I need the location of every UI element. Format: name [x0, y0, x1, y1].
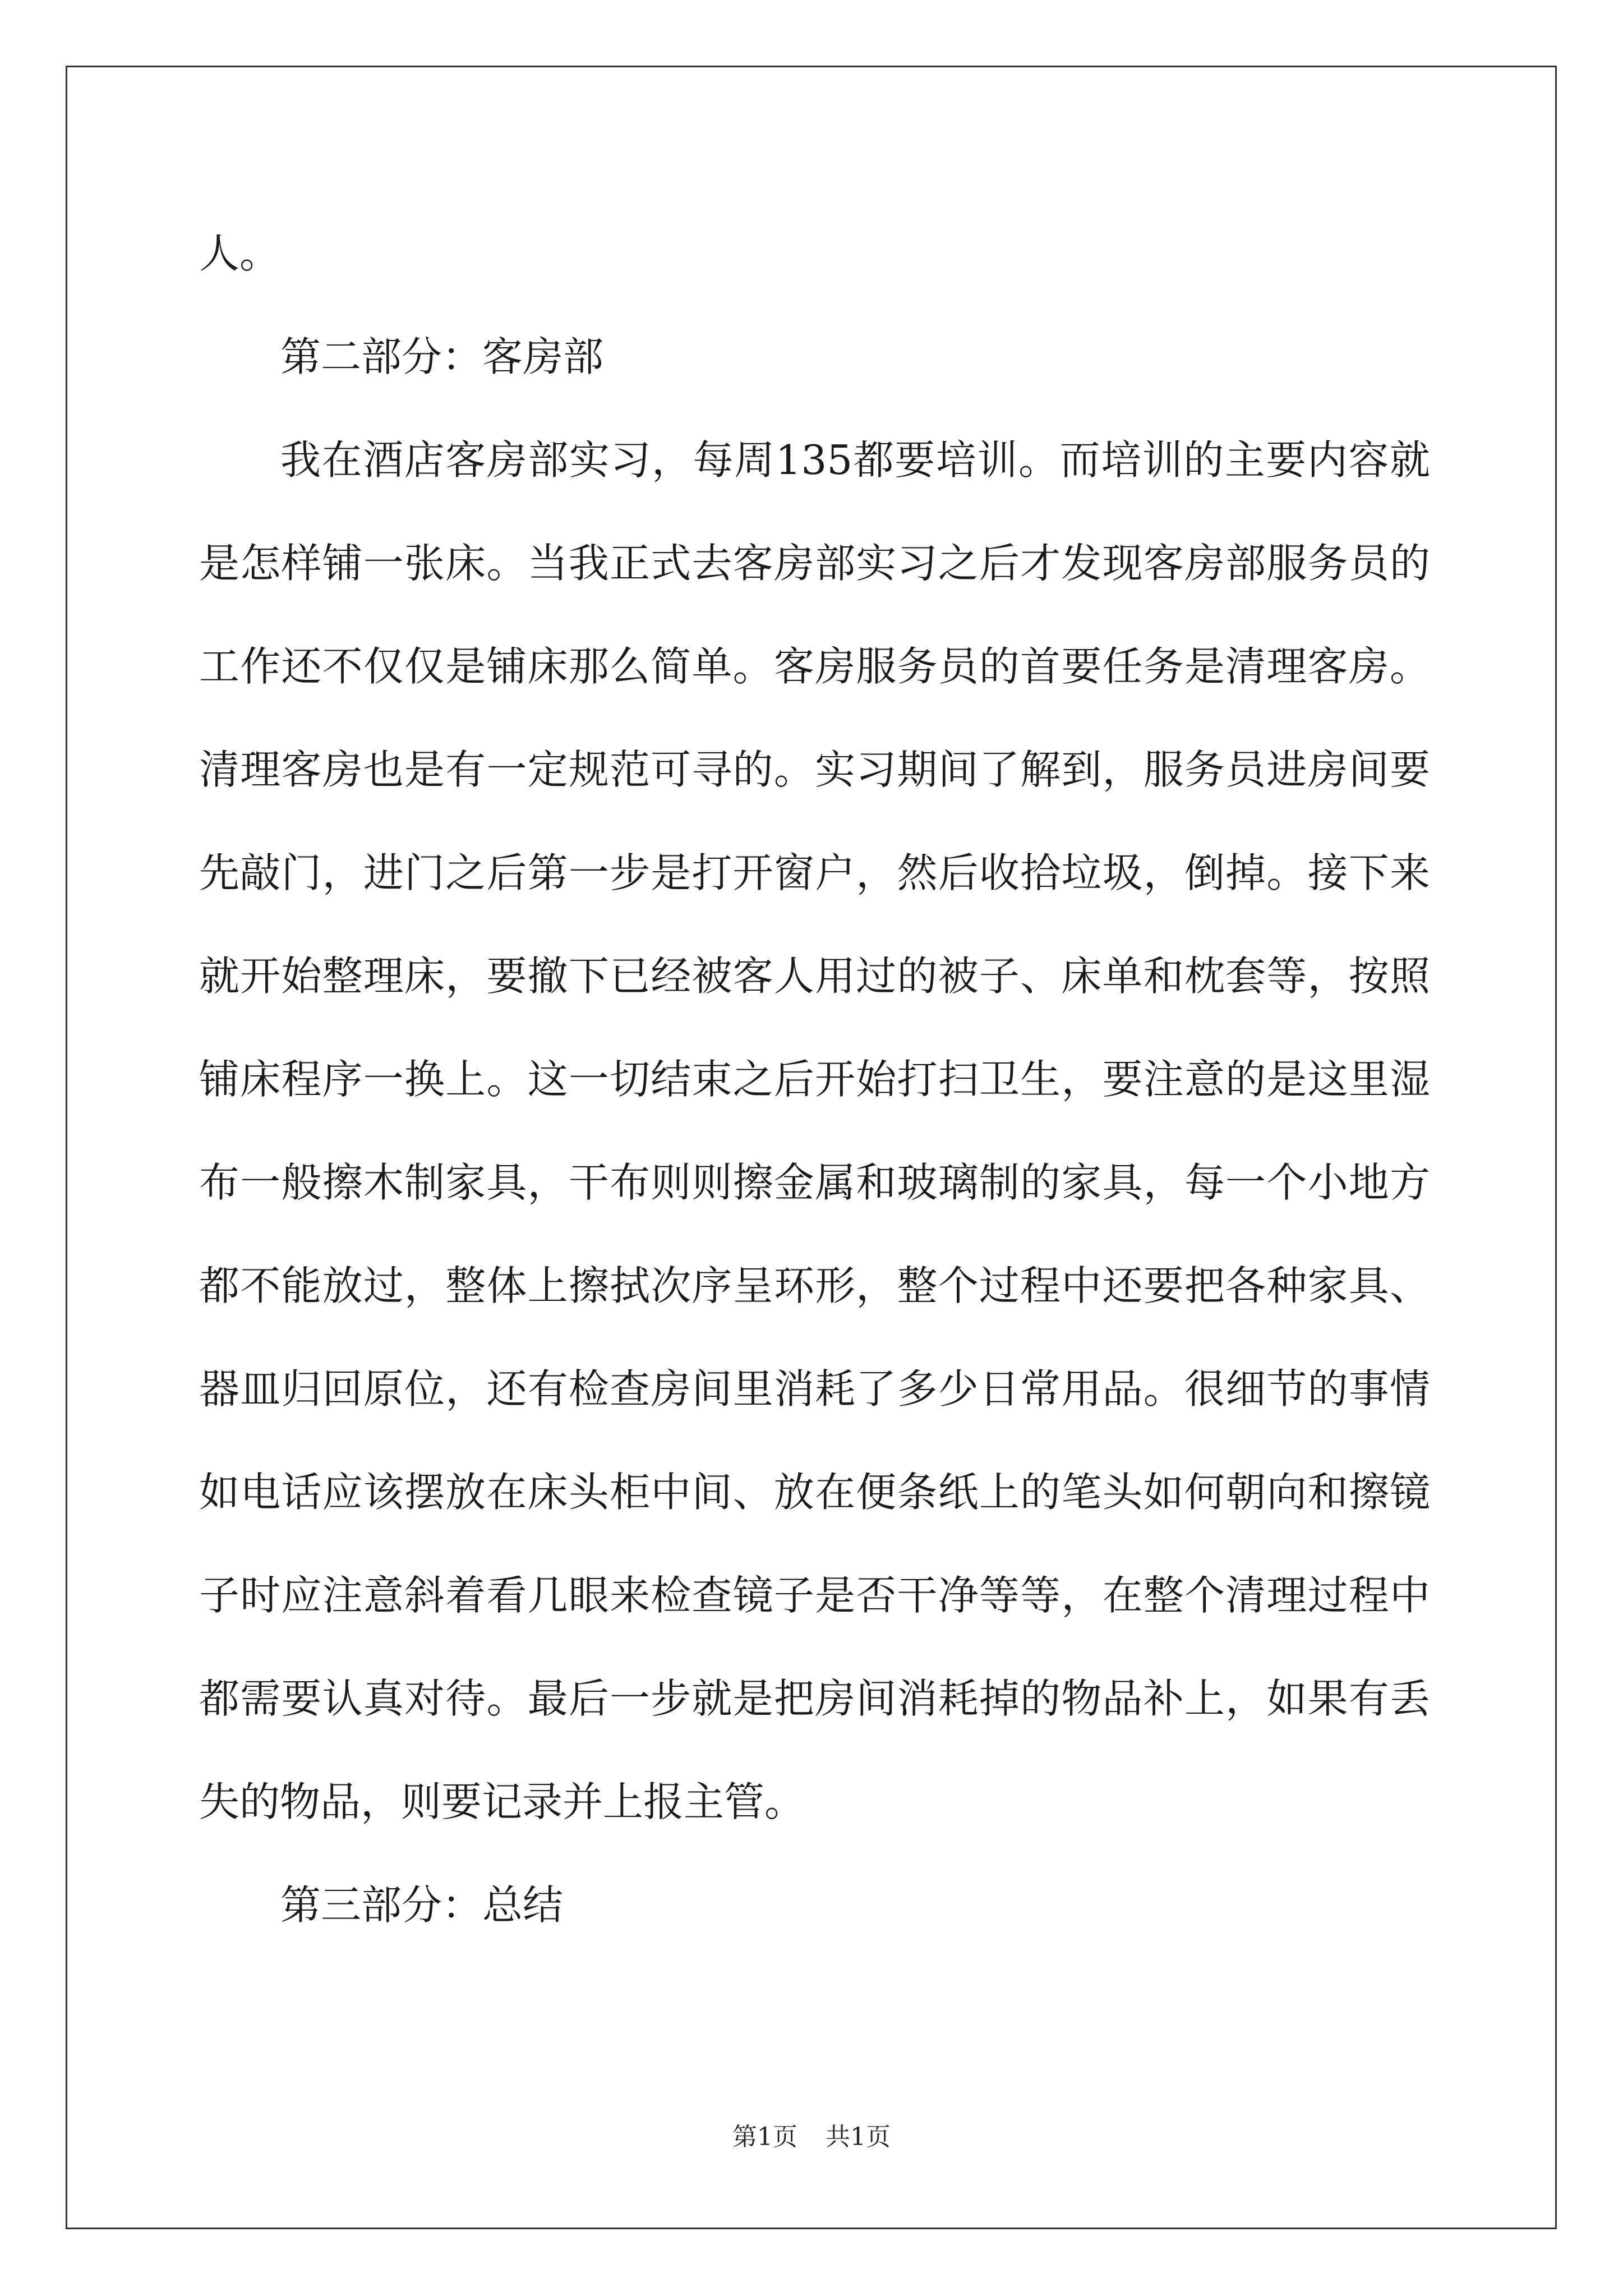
- paragraph-line: 铺床程序一换上。这一切结束之后开始打扫卫生，要注意的是这里湿: [199, 1056, 1430, 1103]
- paragraph-line: 工作还不仅仅是铺床那么简单。客房服务员的首要任务是清理客房。: [199, 643, 1430, 690]
- paragraph-line: 子时应注意斜着看几眼来检查镜子是否干净等等，在整个清理过程中: [199, 1572, 1430, 1619]
- paragraph-line: 都不能放过，整体上擦拭次序呈环形，整个过程中还要把各种家具、: [199, 1262, 1430, 1309]
- paragraph-line: 都需要认真对待。最后一步就是把房间消耗掉的物品补上，如果有丢: [199, 1675, 1430, 1722]
- paragraph-line: 清理客房也是有一定规范可寻的。实习期间了解到，服务员进房间要: [199, 746, 1430, 793]
- paragraph-line: 我在酒店客房部实习，每周135都要培训。而培训的主要内容就: [280, 436, 1430, 484]
- section-heading-summary: 第三部分：总结: [280, 1881, 564, 1929]
- document-body: [199, 202, 1430, 1957]
- paragraph-line: 先敲门，进门之后第一步是打开窗户，然后收拾垃圾，倒掉。接下来: [199, 849, 1430, 896]
- paragraph-line: 就开始整理床，要撤下已经被客人用过的被子、床单和枕套等，按照: [199, 953, 1430, 1000]
- page-footer: [0, 2120, 1623, 2154]
- paragraph-end-line: 人。: [199, 230, 280, 277]
- page-number: 第1页: [732, 2123, 797, 2151]
- paragraph-line: 器皿归回原位，还有检查房间里消耗了多少日常用品。很细节的事情: [199, 1365, 1430, 1412]
- page-count: 共1页: [826, 2123, 891, 2151]
- paragraph-line: 布一般擦木制家具，干布则则擦金属和玻璃制的家具，每一个小地方: [199, 1159, 1430, 1206]
- section-heading-housekeeping: 第二部分：客房部: [280, 333, 604, 380]
- paragraph-line: 如电话应该摆放在床头柜中间、放在便条纸上的笔头如何朝向和擦镜: [199, 1469, 1430, 1516]
- paragraph-line: 是怎样铺一张床。当我正式去客房部实习之后才发现客房部服务员的: [199, 540, 1430, 587]
- paragraph-end-line: 失的物品，则要记录并上报主管。: [199, 1778, 805, 1825]
